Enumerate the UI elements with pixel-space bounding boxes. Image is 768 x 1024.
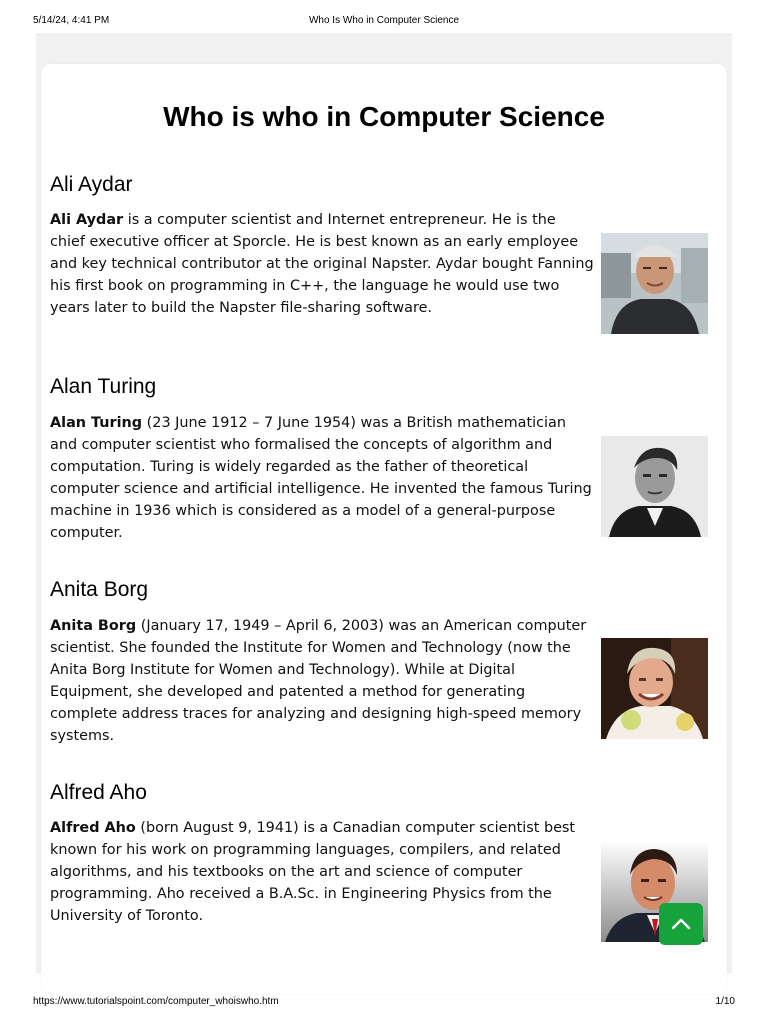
person-heading: Ali Aydar	[50, 173, 133, 196]
print-datetime: 5/14/24, 4:41 PM	[33, 15, 110, 26]
person-heading: Anita Borg	[50, 578, 149, 601]
person-bio-text: (January 17, 1949 – April 6, 2003) was an American computer scientist. She founded the Institute for Women and Technology (now the Anita Borg Institute for Women and Technology). While at Digital Equipment, she developed and patented a method for generating complete address traces for analyzing and designing high-speed memory systems.	[50, 618, 587, 744]
person-bio	[50, 209, 595, 319]
person-bio	[50, 817, 595, 927]
person-bio-text: (23 June 1912 – 7 June 1954) was a British mathematician and computer scientist who formalised the concepts of algorithm and computation. Turing is widely regarded as the father of theoretical computer science and artificial intelligence. He invented the famous Turing machine in 1936 which is considered as a model of a general-purpose computer.	[50, 415, 592, 541]
person-bio	[50, 615, 595, 747]
person-entry-ali-aydar	[50, 172, 710, 316]
person-heading: Alan Turing	[50, 375, 157, 398]
person-bio-text: is a computer scientist and Internet entrepreneur. He is the chief executive officer at Sporcle. He is best known as an early employee and key technical contributor at the original Napster. Aydar bought Fanning his first book on programming in C++, the language he would use two years later to build the Napster file-sharing software.	[50, 212, 594, 316]
print-footer	[33, 996, 735, 1010]
chevron-up-icon	[671, 915, 691, 934]
person-photo-alan-turing	[601, 436, 708, 537]
person-bold-name: Alfred Aho	[50, 820, 136, 836]
print-doc-title: Who Is Who in Computer Science	[308, 15, 460, 26]
person-bold-name: Alan Turing	[50, 415, 143, 431]
person-entry-alan-turing	[50, 374, 710, 541]
scroll-to-top-button[interactable]	[659, 903, 703, 945]
person-bio-text: (born August 9, 1941) is a Canadian computer scientist best known for his work on programming languages, compilers, and related algorithms, and his textbooks on the art and science of computer programming. Aho received a B.A.Sc. in Engineering Physics from the University of Toronto.	[50, 820, 576, 924]
person-heading: Alfred Aho	[50, 781, 147, 804]
person-entry-alfred-aho	[50, 780, 710, 924]
person-bold-name: Ali Aydar	[50, 212, 124, 228]
page-title: Who is who in Computer Science	[163, 101, 605, 132]
person-bio	[50, 412, 595, 544]
person-photo-anita-borg	[601, 638, 708, 739]
person-photo-ali-aydar	[601, 233, 708, 334]
print-url: https://www.tutorialspoint.com/computer_whoiswho.htm	[33, 996, 279, 1007]
print-header	[33, 15, 735, 29]
print-page-number: 1/10	[715, 996, 735, 1007]
person-bold-name: Anita Borg	[50, 618, 137, 634]
person-entry-anita-borg	[50, 577, 710, 744]
